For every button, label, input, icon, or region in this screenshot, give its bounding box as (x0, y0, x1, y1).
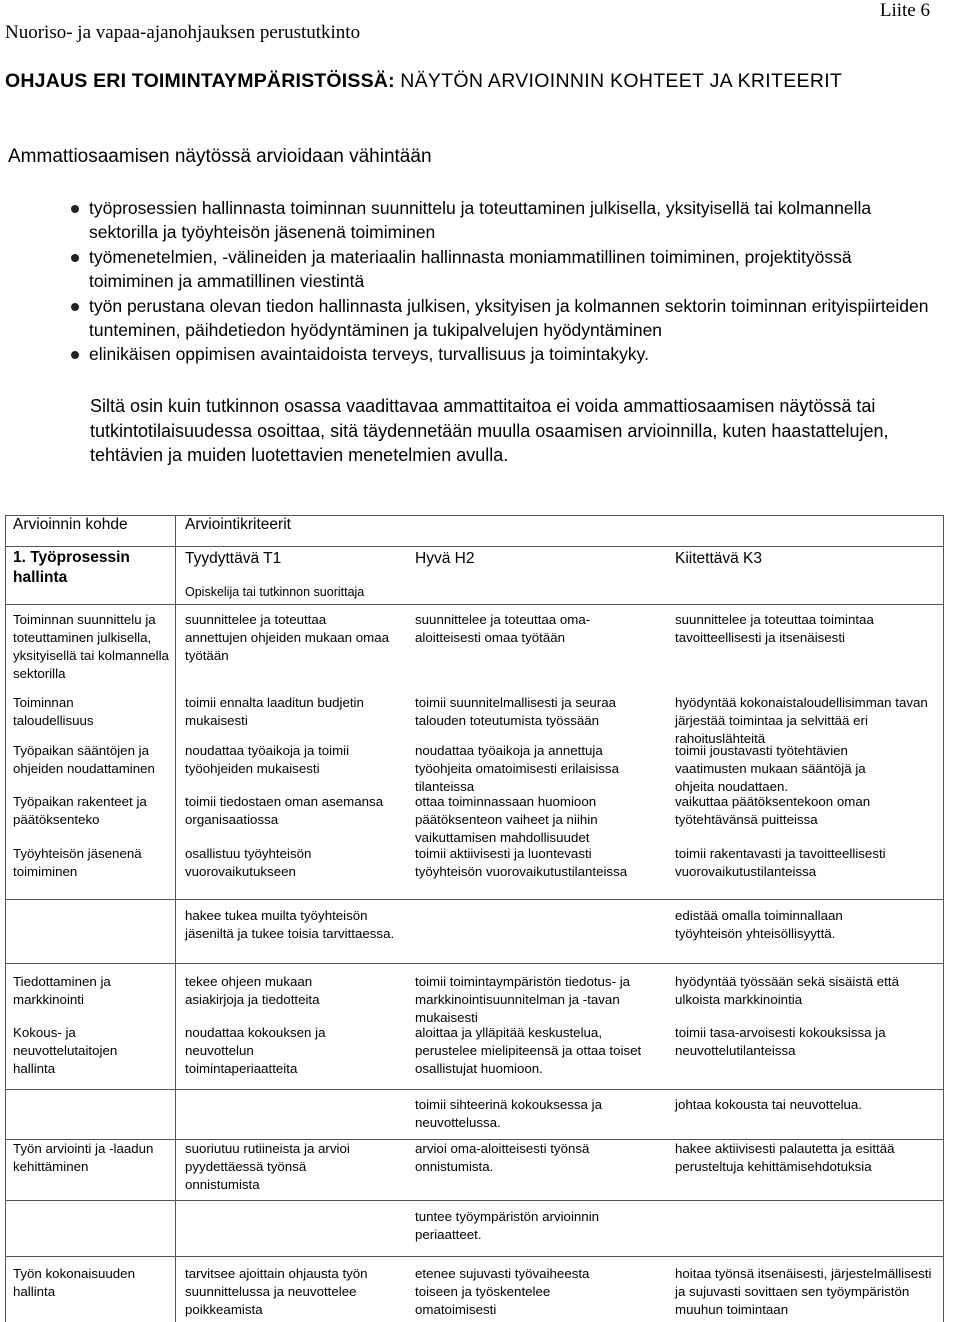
table-cell-h2: toimii toimintaympäristön tiedotus- ja markkinointisuunnitelman ja -tavan mukaisesti (415, 974, 631, 1025)
level-header-h2: Hyvä H2 (415, 550, 475, 567)
table-cell-h2: toimii sihteerinä kokouksessa ja neuvottelussa. (415, 1097, 602, 1130)
table-cell-t1: osallistuu työyhteisön vuorovaikutukseen (185, 846, 312, 879)
table-cell-t1: toimii ennalta laaditun budjetin mukaisesti (185, 695, 364, 728)
appendix-label: Liite 6 (879, 0, 930, 21)
table-cell-h2: toimii suunnitelmallisesti ja seuraa talouden toteutumista työssään (415, 695, 617, 728)
table-cell-kohde: Tiedottaminen ja markkinointi (13, 974, 111, 1007)
table-cell-kohde: Työpaikan rakenteet ja päätöksenteko (13, 794, 147, 827)
table-cell-t1: tekee ohjeen mukaan asiakirjoja ja tiedotteita (185, 974, 320, 1007)
table-cell-k3: hyödyntää kokonaistaloudellisimman tavan järjestää toimintaa ja selvittää eri rahoituslähteitä (675, 695, 928, 746)
bullet-list (70, 196, 930, 367)
table-border (5, 604, 943, 605)
table-cell-t1: hakee tukea muilta työyhteisön jäseniltä ja tukee toisia tarvittaessa. (185, 908, 395, 941)
table-cell-kohde: Toiminnan taloudellisuus (13, 695, 94, 728)
table-cell-h2: toimii aktiivisesti ja luontevasti työyhteisön vuorovaikutustilanteissa (415, 846, 628, 879)
page-title-bold: OHJAUS ERI TOIMINTAYMPÄRISTÖISSÄ: (5, 70, 395, 92)
table-cell-k3: toimii joustavasti työtehtävien vaatimusten mukaan sääntöjä ja ohjeita noudattaen. (675, 743, 866, 794)
table-cell-h2: ottaa toiminnassaan huomioon päätöksenteon vaiheet ja niihin vaikuttamisen mahdollisuudet (415, 794, 598, 845)
bullet-item: työn perustana olevan tiedon hallinnasta julkisen, yksityisen ja kolmannen sektorin toiminnan erityispiirteiden tunteminen, päihdetiedon hyödyntäminen ja tukipalvelujen hyödyntäminen (70, 294, 930, 343)
table-cell-t1: suoriutuu rutiineista ja arvioi pyydettäessä työnsä onnistumista (185, 1141, 350, 1192)
table-cell-kohde: Työn kokonaisuuden hallinta (13, 1266, 135, 1299)
table-border (943, 515, 944, 1322)
bullet-dot-icon (71, 254, 79, 262)
table-border (5, 1089, 943, 1090)
document-header-title: Nuoriso- ja vapaa-ajanohjauksen perustutkinto (5, 22, 361, 43)
table-cell-k3: suunnittelee ja toteuttaa toimintaa tavoitteellisesti ja itsenäisesti (675, 612, 874, 645)
table-cell-h2: tuntee työympäristön arvioinnin periaatteet. (415, 1209, 600, 1242)
table-cell-k3: hakee aktiivisesti palautetta ja esittää perusteltuja kehittämisehdotuksia (675, 1141, 895, 1174)
level-subheader: Opiskelija tai tutkinnon suorittaja (185, 585, 365, 599)
table-border (5, 899, 943, 900)
table-cell-kohde: Työpaikan sääntöjen ja ohjeiden noudattaminen (13, 743, 155, 776)
level-header-k3: Kiitettävä K3 (675, 550, 763, 567)
table-border (5, 546, 943, 547)
table-cell-k3: hoitaa työnsä itsenäisesti, järjestelmällisesti ja sujuvasti sovittaen sen työympäristön muuhun toimintaan (675, 1266, 932, 1317)
table-border (5, 1256, 943, 1257)
table-cell-h2: arvioi oma-aloitteisesti työnsä onnistumista. (415, 1141, 590, 1174)
table-cell-k3: edistää omalla toiminnallaan työyhteisön yhteisöllisyyttä. (675, 908, 843, 941)
table-cell-k3: vaikuttaa päätöksentekoon oman työtehtävänsä puitteissa (675, 794, 871, 827)
level-header-t1: Tyydyttävä T1 (185, 550, 282, 567)
table-cell-kohde: Työyhteisön jäsenenä toimiminen (13, 846, 142, 879)
table-cell-k3: toimii rakentavasti ja tavoitteellisesti vuorovaikutustilanteissa (675, 846, 886, 879)
page-title (5, 70, 842, 93)
col-header-kohde: Arvioinnin kohde (13, 516, 128, 533)
table-border (5, 515, 6, 1322)
table-cell-h2: noudattaa työaikoja ja annettuja työohjeita omatoimisesti erilaisissa tilanteissa (415, 743, 619, 794)
table-border (5, 1200, 943, 1201)
table-cell-t1: toimii tiedostaen oman asemansa organisaatiossa (185, 794, 384, 827)
table-cell-h2: suunnittelee ja toteuttaa oma-aloitteisesti omaa työtään (415, 612, 591, 645)
bullet-item: elinikäisen oppimisen avaintaidoista terveys, turvallisuus ja toimintakyky. (70, 342, 930, 366)
bullet-dot-icon (71, 205, 79, 213)
page-title-rest: NÄYTÖN ARVIOINNIN KOHTEET JA KRITEERIT (400, 70, 843, 92)
table-cell-h2: etenee sujuvasti työvaiheesta toiseen ja työskentelee omatoimisesti (415, 1266, 590, 1317)
table-cell-kohde: Työn arviointi ja -laadun kehittäminen (13, 1141, 154, 1174)
table-cell-t1: suunnittelee ja toteuttaa annettujen ohjeiden mukaan omaa työtään (185, 612, 390, 663)
table-border (5, 963, 943, 964)
section-subtitle: Ammattiosaamisen näytössä arvioidaan vähintään (8, 146, 432, 167)
table-border (175, 515, 176, 1322)
table-cell-h2: aloittaa ja ylläpitää keskustelua, perustelee mielipiteensä ja ottaa toiset osallistujat huomioon. (415, 1025, 642, 1076)
table-cell-t1: noudattaa työaikoja ja toimii työohjeiden mukaisesti (185, 743, 350, 776)
table-cell-kohde: Kokous- ja neuvottelutaitojen hallinta (13, 1025, 118, 1076)
col-header-kriteerit: Arviointikriteerit (185, 516, 291, 533)
supplementary-paragraph: Siltä osin kuin tutkinnon osassa vaadittavaa ammattitaitoa ei voida ammattiosaamisen näytössä tai tutkintotilaisuudessa osoittaa, sitä täydennetään muulla osaamisen arvioinnilla, kuten haastattelujen, tehtävien ja muiden luotettavien menetelmien avulla. (90, 396, 889, 466)
table-cell-k3: johtaa kokousta tai neuvottelua. (675, 1097, 863, 1112)
bullet-item: työprosessien hallinnasta toiminnan suunnittelu ja toteuttaminen julkisella, yksityisellä tai kolmannella sektorilla ja työyhteisön jäsenenä toimiminen (70, 196, 930, 245)
bullet-dot-icon (71, 303, 79, 311)
section-heading: 1. Työprosessin hallinta (13, 549, 130, 586)
table-cell-kohde: Toiminnan suunnittelu ja toteuttaminen julkisella, yksityisellä tai kolmannella sektorilla (13, 612, 169, 681)
table-cell-k3: hyödyntää työssään sekä sisäistä että ulkoista markkinointia (675, 974, 899, 1007)
bullet-dot-icon (71, 351, 79, 359)
table-cell-t1: noudattaa kokouksen ja neuvottelun toimintaperiaatteita (185, 1025, 326, 1076)
table-cell-t1: tarvitsee ajoittain ohjausta työn suunnittelussa ja neuvottelee poikkeamista (185, 1266, 368, 1317)
bullet-item: työmenetelmien, -välineiden ja materiaalin hallinnasta moniammatillinen toimiminen, projektityössä toimiminen ja ammatillinen viestintä (70, 245, 930, 294)
table-cell-k3: toimii tasa-arvoisesti kokouksissa ja neuvottelutilanteissa (675, 1025, 886, 1058)
